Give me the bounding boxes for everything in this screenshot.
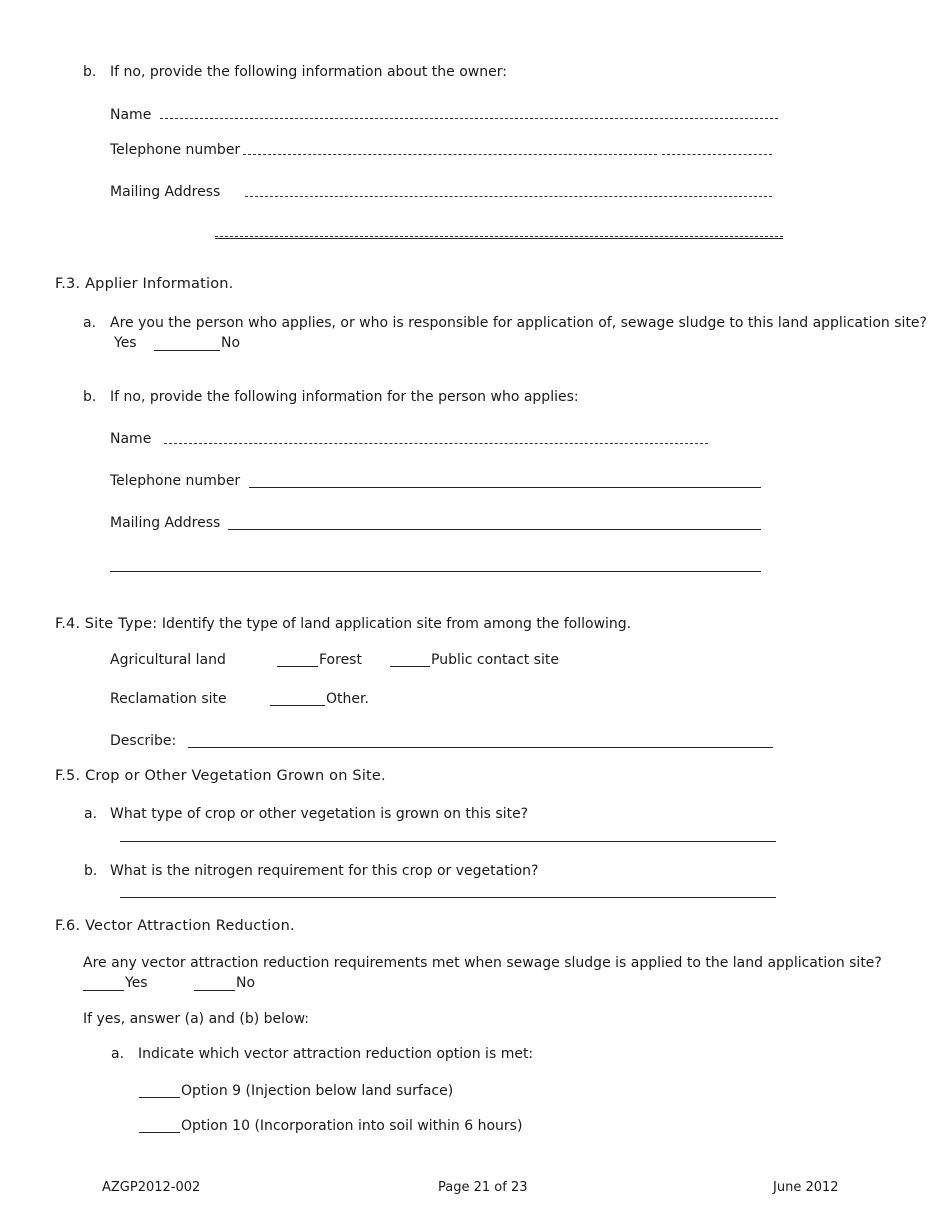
f3-name-field[interactable] — [164, 443, 708, 444]
f4-heading-title: Site Type: — [84, 616, 158, 632]
f6-no-label: No — [236, 975, 256, 991]
f3-mailing-field-line2[interactable] — [110, 571, 761, 572]
f6-a-marker: a. — [111, 1046, 125, 1062]
f3-mailing-field[interactable] — [228, 529, 761, 530]
f6-option9-blank[interactable] — [139, 1097, 180, 1098]
f6-no-blank[interactable] — [194, 990, 235, 991]
f5-a-marker: a. — [84, 806, 98, 822]
f6-heading: F.6. Vector Attraction Reduction. — [55, 918, 295, 934]
f5-b-marker: b. — [84, 863, 98, 879]
f3-no-label: No — [221, 335, 241, 351]
f3-a-question: Are you the person who applies, or who is responsible for application of, sewage sludge to this land application site? — [110, 315, 927, 331]
f4-opt-public: Public contact site — [431, 652, 560, 668]
footer-page: Page 21 of 23 — [438, 1180, 528, 1195]
owner-mailing-underline — [215, 238, 783, 239]
f6-yes-label: Yes — [125, 975, 148, 991]
f5-a-answer-field[interactable] — [120, 841, 776, 842]
f5-b-question: What is the nitrogen requirement for this crop or vegetation? — [110, 863, 539, 879]
f4-public-blank[interactable] — [390, 666, 430, 667]
f6-if-yes: If yes, answer (a) and (b) below: — [83, 1011, 309, 1027]
owner-telephone-label: Telephone number — [110, 142, 241, 158]
f3-name-label: Name — [110, 431, 152, 447]
owner-name-field[interactable] — [160, 118, 778, 119]
owner-telephone-field-ext[interactable] — [662, 154, 772, 155]
f6-option10: Option 10 (Incorporation into soil within 6 hours) — [181, 1118, 523, 1134]
f3-a-marker: a. — [83, 315, 97, 331]
f6-option10-blank[interactable] — [139, 1132, 180, 1133]
f3-yes-label: Yes — [114, 335, 137, 351]
f5-b-answer-field[interactable] — [120, 897, 776, 898]
f3-mailing-label: Mailing Address — [110, 515, 221, 531]
owner-name-label: Name — [110, 107, 152, 123]
f4-forest-blank[interactable] — [277, 666, 318, 667]
f6-option9: Option 9 (Injection below land surface) — [181, 1083, 454, 1099]
footer-date: June 2012 — [773, 1180, 839, 1195]
f3-heading: F.3. Applier Information. — [55, 276, 234, 292]
f3-telephone-field[interactable] — [249, 487, 761, 488]
owner-mailing-field[interactable] — [245, 196, 772, 197]
f3-b-question: If no, provide the following information for the person who applies: — [110, 389, 579, 405]
f4-opt-agricultural: Agricultural land — [110, 652, 226, 668]
f6-a-question: Indicate which vector attraction reduction option is met: — [138, 1046, 534, 1062]
f4-heading-rest: Identify the type of land application site from among the following. — [161, 616, 632, 632]
owner-question: If no, provide the following information about the owner: — [110, 64, 507, 80]
f6-question: Are any vector attraction reduction requirements met when sewage sludge is applied to the land application site? — [83, 955, 882, 971]
f4-describe-label: Describe: — [110, 733, 177, 749]
footer-doc-id: AZGP2012-002 — [102, 1180, 201, 1195]
f5-a-question: What type of crop or other vegetation is grown on this site? — [110, 806, 529, 822]
owner-mailing-field-line2[interactable] — [215, 236, 783, 237]
f4-heading-num: F.4. — [55, 616, 81, 632]
f6-yes-blank[interactable] — [83, 990, 124, 991]
owner-mailing-label: Mailing Address — [110, 184, 221, 200]
f3-yes-no-blank[interactable] — [154, 350, 220, 351]
f4-describe-field[interactable] — [188, 747, 773, 748]
owner-telephone-field[interactable] — [243, 154, 657, 155]
f4-opt-reclamation: Reclamation site — [110, 691, 227, 707]
f4-other-blank[interactable] — [270, 705, 325, 706]
f3-b-marker: b. — [83, 389, 97, 405]
owner-item-marker: b. — [83, 64, 97, 80]
f4-opt-forest: Forest — [319, 652, 362, 668]
f3-telephone-label: Telephone number — [110, 473, 241, 489]
f5-heading: F.5. Crop or Other Vegetation Grown on Site. — [55, 768, 386, 784]
f4-opt-other: Other. — [326, 691, 369, 707]
f4-heading — [55, 615, 631, 633]
